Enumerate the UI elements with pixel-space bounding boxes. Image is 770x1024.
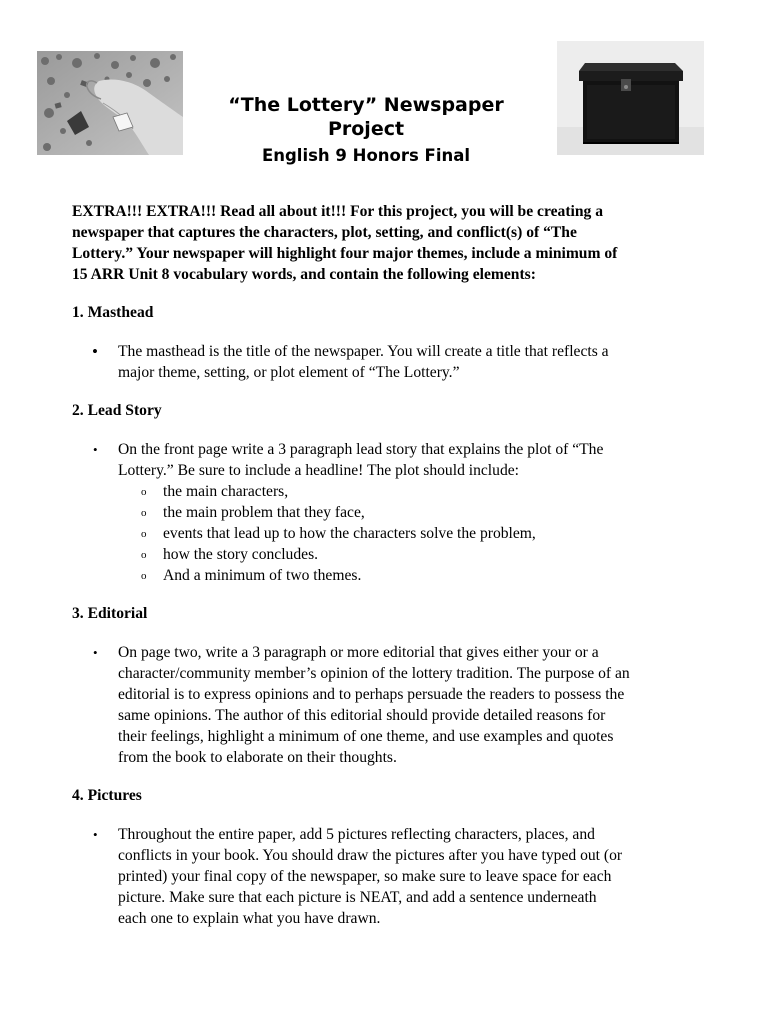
section-heading-masthead: 1. Masthead	[72, 304, 154, 321]
sub-list-item	[72, 544, 712, 565]
intro-line: EXTRA!!! EXTRA!!! Read all about it!!! For this project, you will be creating a	[72, 203, 604, 220]
circle-bullet-icon: o	[141, 486, 147, 498]
sub-item-text: how the story concludes.	[163, 546, 319, 563]
bullet-icon: •	[93, 827, 98, 842]
lead-story-bullet	[72, 439, 712, 481]
lead-story-sub-list	[72, 481, 712, 586]
sub-item-text: And a minimum of two themes.	[163, 567, 362, 584]
intro-line: Lottery.” Your newspaper will highlight four major themes, include a minimum of	[72, 245, 618, 262]
sub-list-item	[72, 502, 712, 523]
sub-list-item	[72, 481, 712, 502]
sub-item-text: the main problem that they face,	[163, 504, 365, 521]
document-body	[72, 201, 712, 929]
masthead-bullet	[72, 341, 712, 383]
bullet-icon: •	[93, 442, 98, 457]
bullet-line: On the front page write a 3 paragraph lead story that explains the plot of “The	[118, 441, 604, 458]
bullet-icon: •	[92, 342, 98, 361]
bullet-line: each one to explain what you have drawn.	[118, 910, 381, 927]
bullet-line: from the book to elaborate on their thoughts.	[118, 749, 397, 766]
circle-bullet-icon: o	[141, 549, 147, 561]
circle-bullet-icon: o	[141, 507, 147, 519]
bullet-line: their feelings, highlight a minimum of one theme, and use examples and quotes	[118, 728, 614, 745]
bullet-line: conflicts in your book. You should draw the pictures after you have typed out (or	[118, 847, 623, 864]
bullet-line: character/community member’s opinion of the lottery tradition. The purpose of an	[118, 665, 630, 682]
sub-item-text: the main characters,	[163, 483, 289, 500]
bullet-line: printed) your final copy of the newspaper, so make sure to leave space for each	[118, 868, 612, 885]
intro-line: 15 ARR Unit 8 vocabulary words, and contain the following elements:	[72, 266, 536, 283]
bullet-line: major theme, setting, or plot element of “The Lottery.”	[118, 364, 460, 381]
section-heading-editorial: 3. Editorial	[72, 605, 148, 622]
sub-list-item	[72, 523, 712, 544]
intro-paragraph	[72, 201, 712, 285]
bullet-line: On page two, write a 3 paragraph or more editorial that gives either your or a	[118, 644, 599, 661]
hand-with-paper-photo	[37, 51, 183, 155]
bullet-icon: •	[93, 645, 98, 660]
bullet-line: Lottery.” Be sure to include a headline! The plot should include:	[118, 462, 519, 479]
page-title-line-2: Project	[327, 118, 405, 140]
section-heading-lead-story: 2. Lead Story	[72, 402, 162, 419]
bullet-line: editorial is to express opinions and to perhaps persuade the readers to possess the	[118, 686, 625, 703]
page-title-line-1: “The Lottery” Newspaper	[228, 94, 504, 116]
sub-item-text: events that lead up to how the characters solve the problem,	[163, 525, 536, 542]
editorial-bullet	[72, 642, 712, 768]
circle-bullet-icon: o	[141, 528, 147, 540]
pictures-bullet	[72, 824, 712, 929]
bullet-line: Throughout the entire paper, add 5 pictures reflecting characters, places, and	[118, 826, 595, 843]
page-subtitle: English 9 Honors Final	[261, 146, 471, 165]
sub-list-item	[72, 565, 712, 586]
intro-line: newspaper that captures the characters, plot, setting, and conflict(s) of “The	[72, 224, 577, 241]
bullet-line: same opinions. The author of this editorial should provide detailed reasons for	[118, 707, 606, 724]
black-box-photo	[557, 41, 704, 155]
circle-bullet-icon: o	[141, 570, 147, 582]
bullet-line: picture. Make sure that each picture is NEAT, and add a sentence underneath	[118, 889, 597, 906]
title-block	[190, 93, 542, 167]
section-heading-pictures: 4. Pictures	[72, 787, 142, 804]
bullet-line: The masthead is the title of the newspaper. You will create a title that reflects a	[118, 343, 609, 360]
